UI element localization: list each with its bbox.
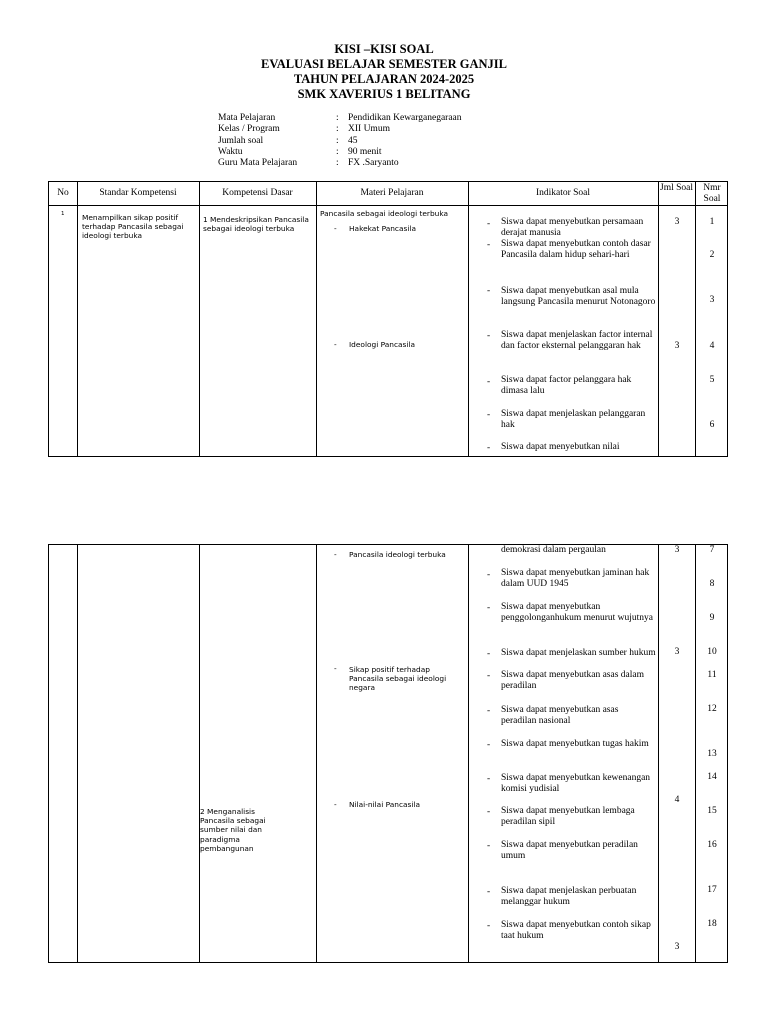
dash: - <box>334 224 337 233</box>
indikator-item: Siswa dapat menjelaskan sumber hukum <box>501 648 656 658</box>
col-divider <box>695 545 696 962</box>
dash: - <box>334 340 337 349</box>
col-divider <box>468 545 469 962</box>
col-divider <box>199 545 200 962</box>
materi-item: Hakekat Pancasila <box>349 224 416 233</box>
dash: - <box>487 240 491 250</box>
indikator-item: Siswa dapat menyebutkan asas dalam peradilan <box>501 670 644 691</box>
nomor-soal: 13 <box>707 749 717 759</box>
dash: - <box>487 921 491 931</box>
dash: - <box>487 410 491 420</box>
materi-heading: Pancasila sebagai ideologi terbuka <box>320 209 449 218</box>
meta-block <box>218 113 462 169</box>
dash: - <box>487 671 491 681</box>
indikator-continuation: demokrasi dalam pergaulan <box>501 545 606 555</box>
indikator-item: Siswa dapat menjelaskan factor internal dan factor eksternal pelanggaran hak <box>501 330 653 351</box>
nomor-soal: 18 <box>707 919 717 929</box>
col-divider <box>77 545 78 962</box>
dash: - <box>334 664 337 673</box>
nomor-soal: 4 <box>709 341 715 351</box>
meta-label: Kelas / Program <box>218 124 280 135</box>
indikator-item: Siswa dapat menyebutkan penggolonganhukum menurut wujutnya <box>501 602 653 623</box>
meta-colon: : <box>336 146 339 157</box>
meta-row <box>218 124 462 135</box>
jml-soal: 3 <box>674 341 680 351</box>
meta-row <box>218 136 462 147</box>
nomor-soal: 3 <box>709 295 715 305</box>
row-number: 1 <box>61 211 65 217</box>
kisi-table-page1 <box>48 181 728 457</box>
col-header-jml: Jml Soal <box>660 183 693 193</box>
meta-value: XII Umum <box>348 124 390 135</box>
indikator-item: Siswa dapat menyebutkan contoh dasar Pancasila dalam hidup sehari-hari <box>501 239 651 260</box>
materi-item: Pancasila ideologi terbuka <box>349 550 446 559</box>
indikator-item: Siswa dapat menjelaskan perbuatan melanggar hukum <box>501 886 637 907</box>
header-divider <box>49 205 727 206</box>
nomor-soal: 12 <box>707 704 717 714</box>
nomor-soal: 17 <box>707 885 717 895</box>
indikator-item: Siswa dapat menjelaskan pelanggaran hak <box>501 409 646 430</box>
nomor-soal: 5 <box>709 375 715 385</box>
indikator-item: Siswa dapat menyebutkan asal mula langsung Pancasila menurut Notonagoro <box>501 286 656 307</box>
materi-item: Sikap positif terhadap Pancasila sebagai ideologi negara <box>349 665 447 693</box>
col-divider <box>316 545 317 962</box>
col-header-sk: Standar Kompetensi <box>99 188 177 198</box>
kompetensi-dasar: 1 Mendeskripsikan Pancasila sebagai ideologi terbuka <box>203 215 309 234</box>
nomor-soal: 11 <box>707 670 717 680</box>
dash: - <box>487 740 491 750</box>
meta-colon: : <box>336 158 339 169</box>
meta-value: Pendidikan Kewarganegaraan <box>348 113 462 123</box>
dash: - <box>487 286 491 296</box>
dash: - <box>487 603 491 613</box>
materi-item: Ideologi Pancasila <box>349 340 416 349</box>
indikator-item: Siswa dapat menyebutkan tugas hakim <box>501 739 649 749</box>
meta-value: 90 menit <box>348 146 382 157</box>
dash: - <box>487 331 491 341</box>
jml-soal: 3 <box>674 545 680 555</box>
nomor-soal: 9 <box>709 613 715 623</box>
jml-soal: 3 <box>674 217 680 227</box>
kompetensi-dasar-text: 2 Menganalisis Pancasila sebagai sumber nilai dan paradigma pembangunan <box>200 807 266 853</box>
indikator-item: Siswa dapat menyebutkan nilai <box>501 442 620 452</box>
dash: - <box>487 443 491 453</box>
jml-soal: 4 <box>674 795 680 805</box>
materi-item: Nilai-nilai Pancasila <box>349 800 421 809</box>
nomor-soal: 7 <box>709 545 715 555</box>
meta-row <box>218 147 462 158</box>
kisi-table-page2 <box>48 544 728 963</box>
col-divider <box>658 545 659 962</box>
meta-row <box>218 113 462 124</box>
nomor-soal: 10 <box>707 647 717 657</box>
standar-kompetensi: Menampilkan sikap positif terhadap Pancasila sebagai ideologi terbuka <box>82 213 184 241</box>
dash: - <box>334 800 337 809</box>
indikator-item: Siswa dapat menyebutkan persamaan derajat manusia <box>501 217 644 238</box>
nomor-soal: 16 <box>707 840 717 850</box>
col-divider <box>77 182 78 456</box>
indikator-item: Siswa dapat menyebutkan kewenangan komisi yudisial <box>501 773 651 794</box>
indikator-item: Siswa dapat menyebutkan jaminan hak dalam UUD 1945 <box>501 568 650 589</box>
meta-colon: : <box>336 124 339 135</box>
col-header-materi: Materi Pelajaran <box>360 188 424 198</box>
meta-row <box>218 158 462 169</box>
dash: - <box>487 706 491 716</box>
meta-value: 45 <box>348 135 358 146</box>
dash: - <box>334 550 337 559</box>
indikator-item: Siswa dapat menyebutkan asas peradilan nasional <box>501 705 619 726</box>
indikator-item: Siswa dapat factor pelanggara hak dimasa lalu <box>501 375 632 396</box>
meta-label: Guru Mata Pelajaran <box>218 158 298 169</box>
meta-colon: : <box>336 113 339 123</box>
col-header-kd: Kompetensi Dasar <box>222 188 293 198</box>
dash: - <box>487 841 491 851</box>
meta-label: Jumlah soal <box>218 135 264 146</box>
nomor-soal: 2 <box>709 250 715 260</box>
dash: - <box>487 887 491 897</box>
doc-school: SMK XAVERIUS 1 BELITANG <box>297 87 471 101</box>
col-header-no: No <box>57 188 69 198</box>
nomor-soal: 14 <box>707 772 717 782</box>
meta-colon: : <box>336 135 339 146</box>
dash: - <box>487 774 491 784</box>
dash: - <box>487 807 491 817</box>
meta-value: FX .Saryanto <box>348 158 399 169</box>
col-divider <box>468 182 469 456</box>
jml-soal: 3 <box>674 942 680 952</box>
kompetensi-dasar <box>200 807 290 853</box>
doc-subtitle: EVALUASI BELAJAR SEMESTER GANJIL <box>260 57 507 71</box>
col-divider <box>199 182 200 456</box>
meta-label: Waktu <box>218 146 243 157</box>
col-divider <box>316 182 317 456</box>
nomor-soal: 15 <box>707 806 717 816</box>
dash: - <box>487 377 491 387</box>
meta-label: Mata Pelajaran <box>218 113 276 123</box>
dash: - <box>487 219 491 229</box>
dash: - <box>487 570 491 580</box>
nomor-soal: 1 <box>709 217 715 227</box>
nomor-soal: 8 <box>709 579 715 589</box>
jml-soal: 3 <box>674 647 680 657</box>
indikator-item: Siswa dapat menyebutkan contoh sikap taat hukum <box>501 920 651 941</box>
col-header-nmr: Nmr Soal <box>703 183 721 204</box>
col-header-indikator: Indikator Soal <box>535 188 591 198</box>
nomor-soal: 6 <box>709 420 715 430</box>
doc-year: TAHUN PELAJARAN 2024-2025 <box>293 72 475 86</box>
indikator-item: Siswa dapat menyebutkan lembaga peradilan sipil <box>501 806 635 827</box>
dash: - <box>487 649 491 659</box>
doc-title: KISI –KISI SOAL <box>334 42 434 56</box>
indikator-item: Siswa dapat menyebutkan peradilan umum <box>501 840 638 861</box>
